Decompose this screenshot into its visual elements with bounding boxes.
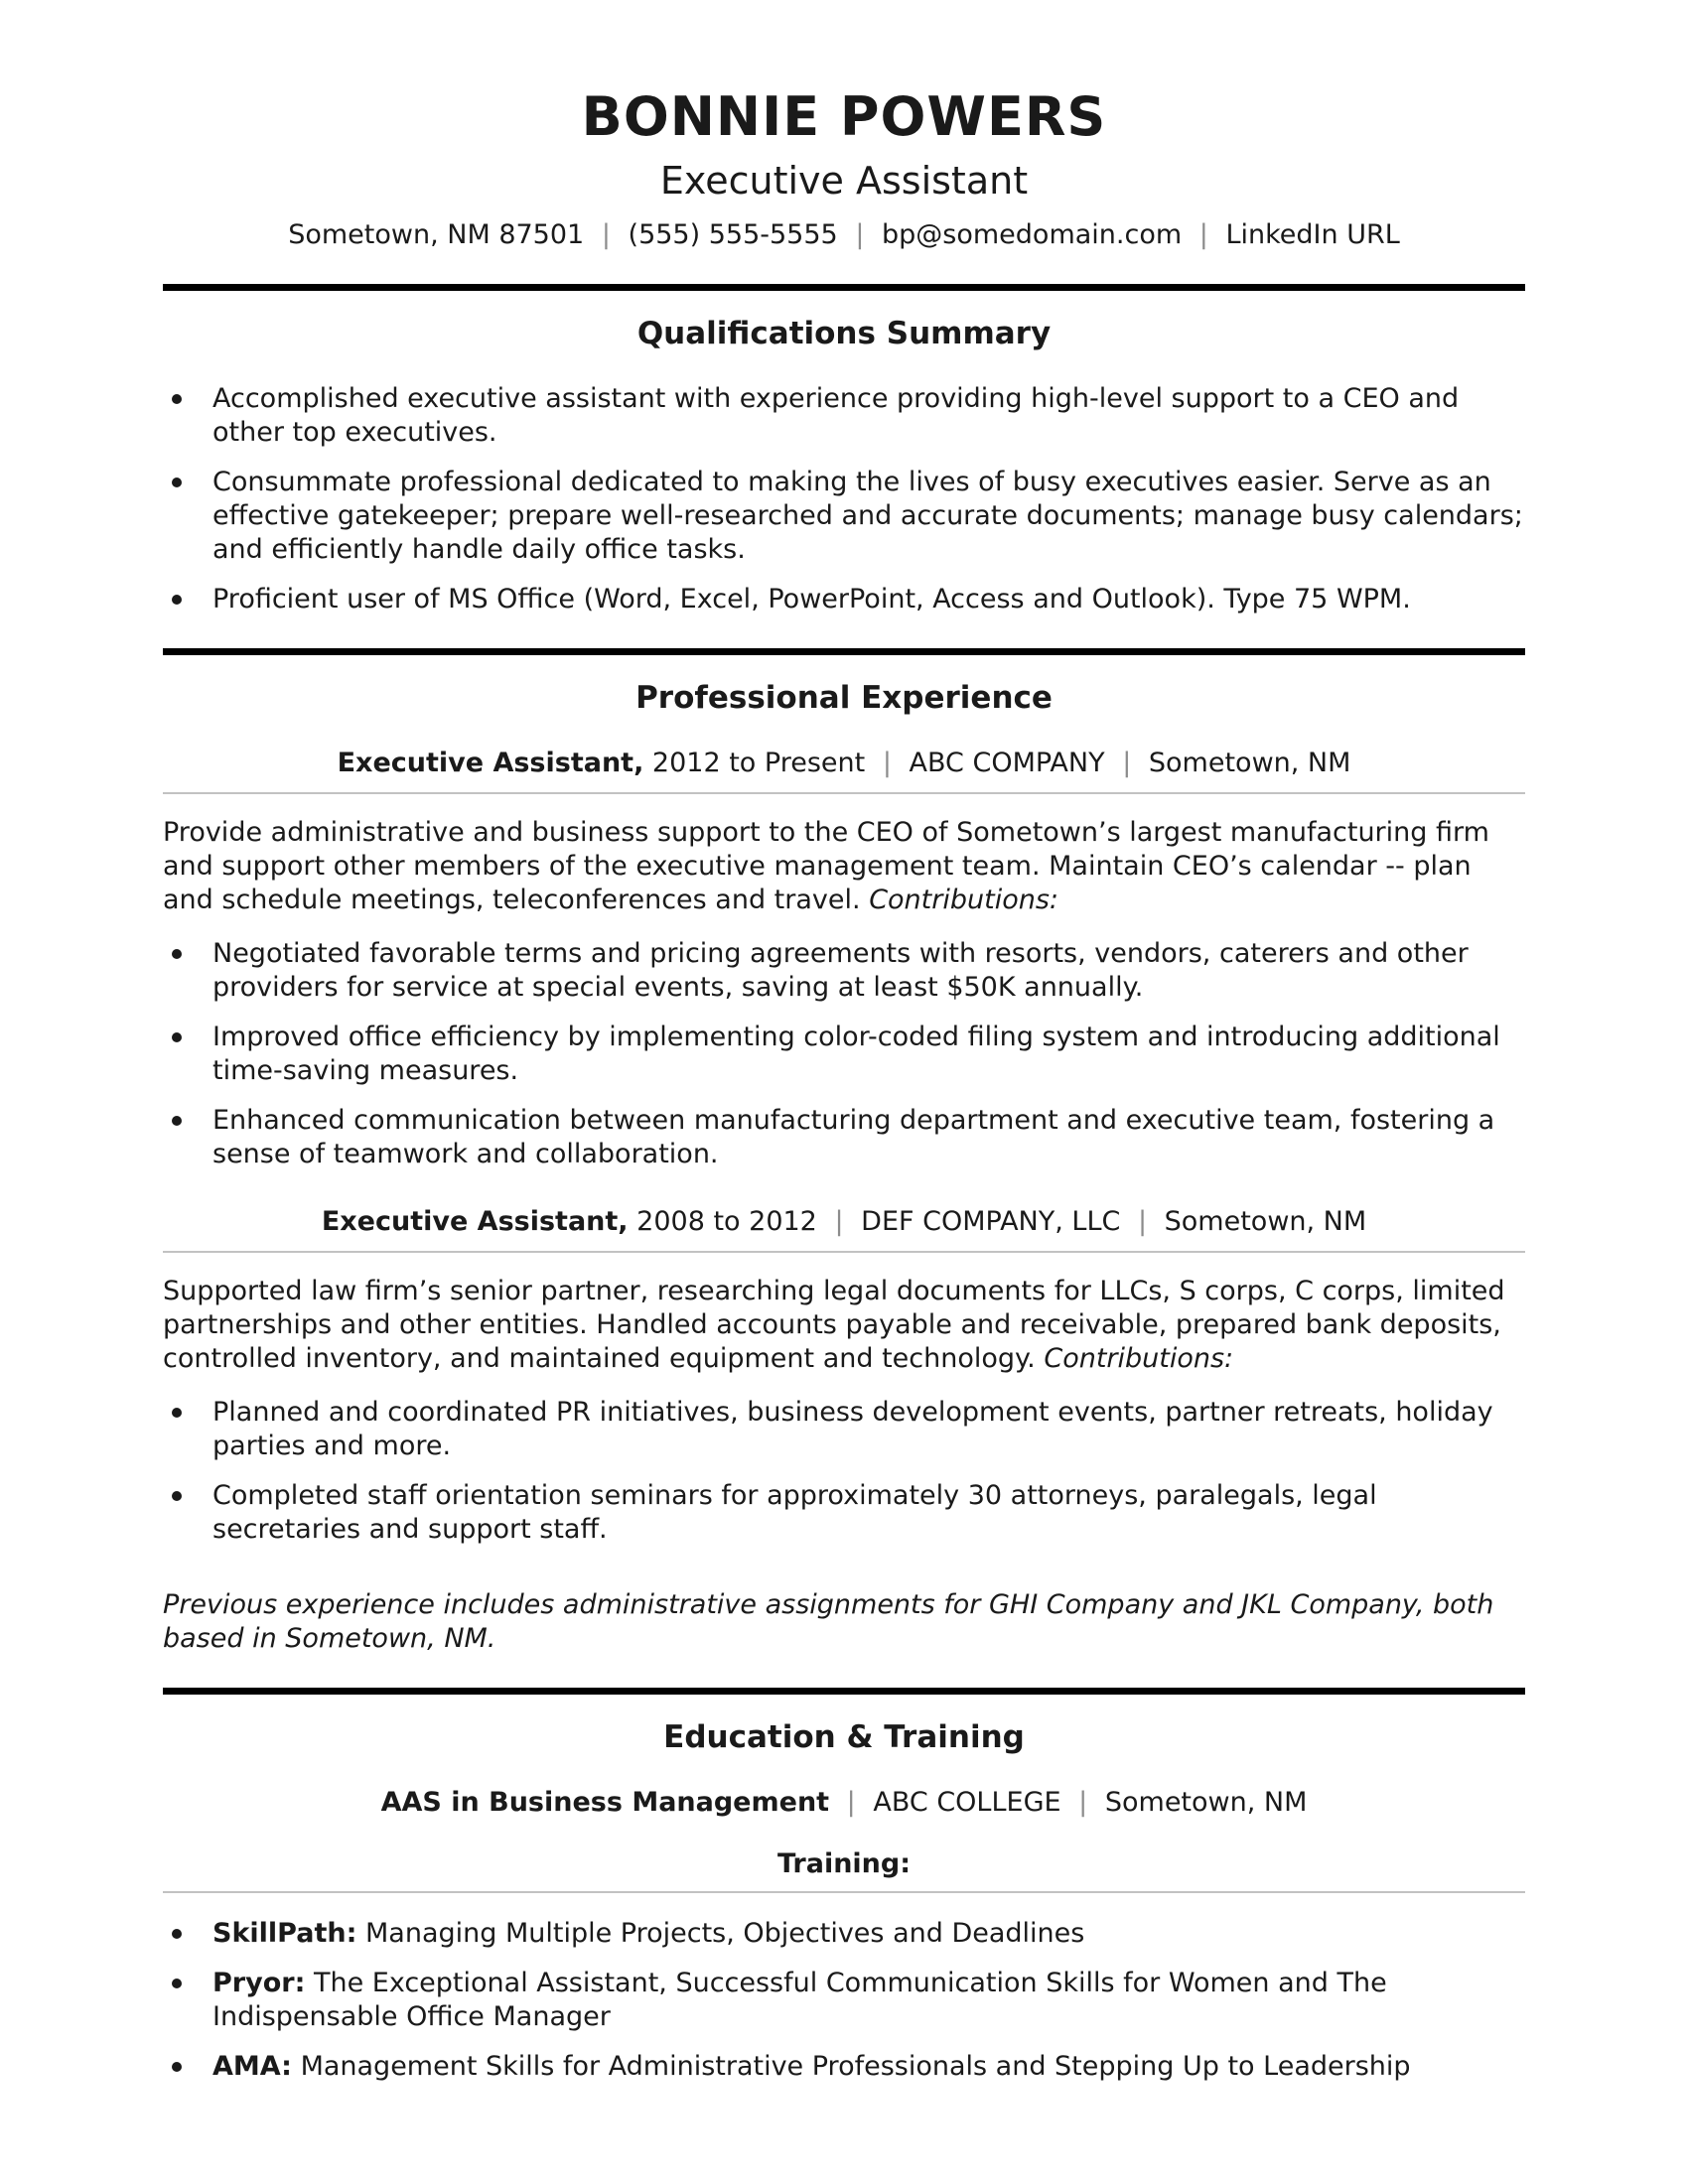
- bullet-dot: [172, 1408, 182, 1418]
- bullet-text: Enhanced communication between manufacturing department and executive team, fostering a sense of teamwork and collaboration.: [212, 1105, 1495, 1169]
- job-heading: [163, 1205, 1525, 1253]
- separator-pipe: |: [1198, 219, 1208, 250]
- job-location: Sometown, NM: [1164, 1206, 1367, 1237]
- contributions-label: Contributions:: [869, 885, 1058, 915]
- job-summary: [163, 816, 1525, 917]
- bullet-dot: [172, 1491, 182, 1501]
- bullet-text: Negotiated favorable terms and pricing agreements with resorts, vendors, caterers and other providers for service at special events, saving at least $50K annually.: [212, 938, 1469, 1003]
- list-item: [163, 1917, 1525, 1951]
- section-divider: [163, 284, 1525, 291]
- separator-pipe: |: [882, 748, 892, 778]
- bullet-dot: [172, 595, 182, 605]
- bullet-dot: [172, 1929, 182, 1939]
- bullet-dot: [172, 2062, 182, 2072]
- job-title: Executive Assistant,: [337, 748, 644, 778]
- bullet-text: Proficient user of MS Office (Word, Excel, PowerPoint, Access and Outlook). Type 75 WPM.: [212, 584, 1411, 614]
- list-item: [163, 1479, 1525, 1547]
- section-education: [163, 1718, 1525, 2084]
- resume-header: [163, 87, 1525, 252]
- qualifications-list: [163, 382, 1525, 616]
- separator-pipe: |: [1078, 1787, 1088, 1818]
- section-divider: [163, 1688, 1525, 1695]
- separator-pipe: |: [846, 1787, 856, 1818]
- experience-heading: Professional Experience: [635, 680, 1053, 716]
- job-dates: 2012 to Present: [651, 748, 866, 778]
- list-item: [163, 1104, 1525, 1171]
- list-item: [163, 1021, 1525, 1088]
- bullet-text: Planned and coordinated PR initiatives, business development events, partner retreats, holiday parties and more.: [212, 1397, 1493, 1461]
- list-item: [163, 583, 1525, 616]
- degree-line: [163, 1786, 1525, 1820]
- job-company: ABC COMPANY: [909, 748, 1105, 778]
- list-item: [163, 937, 1525, 1005]
- school-location: Sometown, NM: [1104, 1787, 1308, 1818]
- job-heading: [163, 747, 1525, 794]
- list-item: [163, 2050, 1525, 2084]
- separator-pipe: |: [1137, 1206, 1148, 1237]
- bullet-text: Accomplished executive assistant with experience providing high-level support to a CEO and other top executives.: [212, 383, 1460, 448]
- job-summary: [163, 1275, 1525, 1376]
- job-summary-text: Provide administrative and business support to the CEO of Sometown’s largest manufacturing firm and support other members of the executive management team. Maintain CEO’s calendar -- plan and schedule meetings, teleconferences and travel.: [163, 817, 1489, 915]
- list-item: [163, 1396, 1525, 1463]
- contact-phone: (555) 555-5555: [628, 219, 838, 250]
- qualifications-heading: Qualifications Summary: [636, 316, 1052, 351]
- bullet-dot: [172, 394, 182, 404]
- job-summary-text: Supported law firm’s senior partner, researching legal documents for LLCs, S corps, C corps, limited partnerships and other entities. Handled accounts payable and receivable, prepared bank deposits, controlled inventory, and maintained equipment and technology.: [163, 1276, 1505, 1374]
- separator-pipe: |: [855, 219, 865, 250]
- contact-location: Sometown, NM 87501: [288, 219, 585, 250]
- training-provider: AMA:: [212, 2051, 292, 2082]
- section-qualifications: [163, 315, 1525, 616]
- contact-line: [163, 218, 1525, 252]
- section-experience: [163, 679, 1525, 1656]
- bullet-dot: [172, 1032, 182, 1042]
- section-divider: [163, 648, 1525, 655]
- training-text: The Exceptional Assistant, Successful Communication Skills for Women and The Indispensable Office Manager: [212, 1968, 1387, 2032]
- list-item: [163, 1967, 1525, 2034]
- training-list: [163, 1917, 1525, 2084]
- bullet-dot: [172, 1116, 182, 1126]
- contact-linkedin: LinkedIn URL: [1225, 219, 1400, 250]
- list-item: [163, 466, 1525, 567]
- bullet-dot: [172, 949, 182, 959]
- job-bullet-list: [163, 1396, 1525, 1547]
- education-heading: Education & Training: [663, 1719, 1025, 1755]
- contributions-label: Contributions:: [1044, 1343, 1234, 1374]
- school-name: ABC COLLEGE: [873, 1787, 1061, 1818]
- separator-pipe: |: [834, 1206, 844, 1237]
- training-heading: Training:: [163, 1847, 1525, 1893]
- candidate-title: Executive Assistant: [659, 159, 1029, 203]
- separator-pipe: |: [601, 219, 611, 250]
- list-item: [163, 382, 1525, 450]
- training-provider: Pryor:: [212, 1968, 306, 1998]
- job-location: Sometown, NM: [1148, 748, 1351, 778]
- training-provider: SkillPath:: [212, 1918, 357, 1949]
- training-text: Managing Multiple Projects, Objectives and Deadlines: [364, 1918, 1085, 1949]
- bullet-dot: [172, 478, 182, 487]
- bullet-text: Consummate professional dedicated to making the lives of busy executives easier. Serve as an effective gatekeeper; prepare well-researched and accurate documents; manage busy calendars; and efficiently handle daily office tasks.: [212, 467, 1523, 565]
- candidate-name: BONNIE POWERS: [581, 85, 1107, 148]
- bullet-dot: [172, 1979, 182, 1988]
- job-dates: 2008 to 2012: [636, 1206, 817, 1237]
- job-title: Executive Assistant,: [321, 1206, 629, 1237]
- contact-email: bp@somedomain.com: [882, 219, 1183, 250]
- previous-experience-note: Previous experience includes administrative assignments for GHI Company and JKL Company, both based in Sometown, NM.: [163, 1589, 1494, 1654]
- training-text: Management Skills for Administrative Professionals and Stepping Up to Leadership: [300, 2051, 1411, 2082]
- bullet-text: Improved office efficiency by implementing color-coded filing system and introducing additional time-saving measures.: [212, 1022, 1500, 1086]
- degree-name: AAS in Business Management: [380, 1787, 830, 1818]
- job-bullet-list: [163, 937, 1525, 1171]
- bullet-text: Completed staff orientation seminars for approximately 30 attorneys, paralegals, legal secretaries and support staff.: [212, 1480, 1377, 1545]
- job-company: DEF COMPANY, LLC: [861, 1206, 1121, 1237]
- separator-pipe: |: [1122, 748, 1132, 778]
